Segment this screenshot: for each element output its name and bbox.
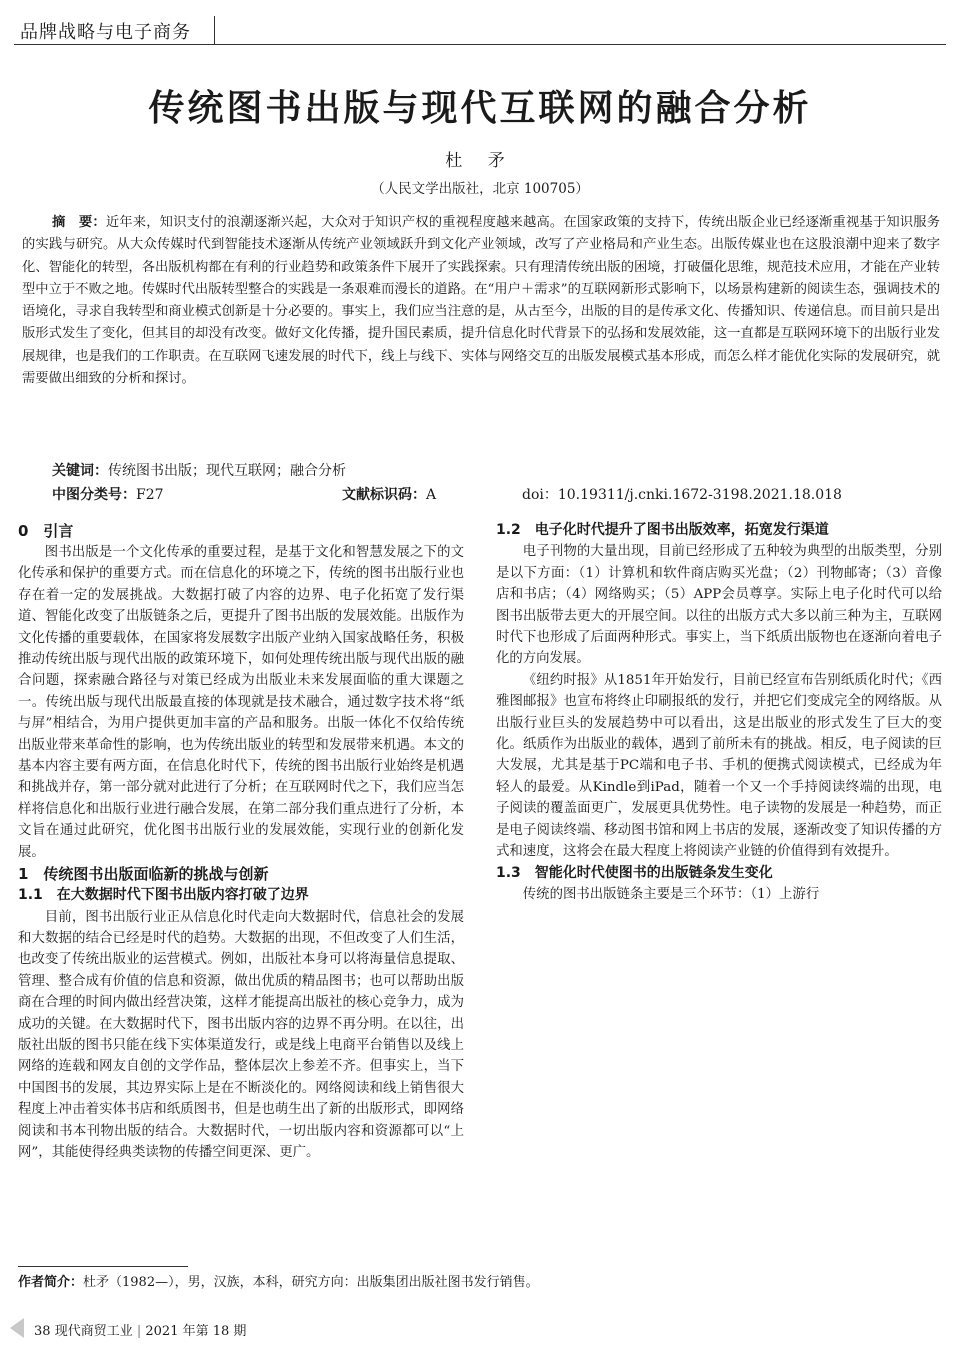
page-mark-icon [10,1318,24,1338]
journal-issue: 2021 年第 18 期 [145,1324,247,1339]
subsection-heading-1-3: 1.3 智能化时代使图书的出版链条发生变化 [496,864,773,881]
paragraph-1-1: 目前，图书出版行业正从信息化时代走向大数据时代，信息社会的发展和大数据的结合已经是时代的趋势。大数据的出现，不但改变了人们生活，也改变了传统出版业的运营模式。例如，出版社本身可以将海量信息提取、管理、整合成有价值的信息和资源，做出优质的精品图书；也可以帮助出版商在合理的时间内做出经营决策，这样才能提高出版社的核心竞争力，成为成功的关键。在大数据时代下，图书出版内容的边界不再分明。在以往，出版社出版的图书只能在线下实体渠道发行，或是线上电商平台销售以及线上网络的连载和网友自创的文学作品，整体层次上参差不齐。但事实上，当下中国图书的发展，其边界实际上是在不断淡化的。网络阅读和线上销售很大程度上冲击着实体书店和纸质图书，但是也萌生出了新的出版形式，即网络阅读和书本刊物出版的结合。大数据时代，一切出版内容和资源都可以“上网”，其能使得经典类读物的传播空间更深、更广。 [18,909,464,1160]
page-number: 38 [34,1324,51,1339]
clc-code [52,487,164,503]
paragraph-1-3: 传统的图书出版链条主要是三个环节：（1）上游行 [522,886,820,902]
abstract-text: 近年来，知识支付的浪潮逐渐兴起，大众对于知识产权的重视程度越来越高。在国家政策的支持下，传统出版企业已经逐渐重视基于知识服务的实践与研究。从大众传媒时代到智能技术逐渐从传统产业领域跃升到文化产业领域，改写了产业格局和产业生态。出版传媒业也在这股浪潮中迎来了数字化、智能化的转型，各出版机构都在有利的行业趋势和政策条件下展开了实践探索。只有理清传统出版的困境，打破僵化思维，规范技术应用，才能在产业转型中立于不败之地。传媒时代出版转型整合的实践是一条艰难而漫长的道路。在“用户＋需求”的互联网新形式影响下，以场景构建新的阅读生态，强调技术的语境化，寻求自我转型和商业模式创新是十分必要的。事实上，我们应当注意的是，从古至今，出版的目的是传承文化、传播知识、传递信息。而目前只是出版形式发生了变化，但其目的却没有改变。做好文化传播，提升国民素质，提升信息化时代背景下的弘扬和发展效能，这一直都是互联网环境下的出版行业发展规律，也是我们的工作职责。在互联网飞速发展的时代下，线上与线下、实体与网络交互的出版发展模式基本形成，而怎么样才能优化实际的发展研究，就需要做出细致的分析和探讨。 [22,215,940,387]
keywords-label: 关键词： [52,463,108,479]
clc-value: F27 [136,487,164,503]
keywords-text: 传统图书出版；现代互联网；融合分析 [108,463,346,479]
clc-label: 中图分类号： [52,487,136,503]
footer-separator: | [136,1324,142,1339]
doi: doi：10.19311/j.cnki.1672-3198.2021.18.018 [522,487,842,503]
footnote-rule [18,1266,188,1267]
paragraph-1-2-b: 《纽约时报》从1851年开始发行，目前已经宣布告别纸质化时代；《西雅图邮报》也宣布将终止印刷报纸的发行，并把它们变成完全的网络版。从出版行业巨头的发展趋势中可以看出，这是出版业的形式发生了巨大的变化。纸质作为出版业的载体，遇到了前所未有的挑战。相反，电子阅读的巨大发展，尤其是基于PC端和电子书、手机的便携式阅读模式，已经成为年轻人的最爱。从Kindle到iPad，随着一个又一个手持阅读终端的出现，电子阅读的覆盖面更广，发展更具优势性。电子读物的发展是一种趋势，而正是电子阅读终端、移动图书馆和网上书店的发展，逐渐改变了知识传播的方式和速度，这将会在最大程度上将阅读产业链的价值得到有效提升。 [496,672,942,860]
paragraph-1-2-a: 电子刊物的大量出现，目前已经形成了五种较为典型的出版类型，分别是以下方面：（1）计算机和软件商店购买光盘；（2）刊物邮寄；（3）音像店和书店；（4）网络购买；（5）APP会员尊享。实际上电子化时代可以给图书出版带去更大的开展空间。以往的出版方式大多以前三种为主，互联网时代下也形成了后面两种形式。事实上，当下纸质出版物也在逐渐向着电子化的方向发展。 [496,544,942,667]
article-author: 杜 矛 [445,151,515,171]
keywords [52,460,346,480]
classification-line [52,484,942,504]
author-affiliation: （人民文学出版社，北京 100705） [371,181,589,197]
body-column-left [18,520,464,1163]
section-heading-1: 1 传统图书出版面临新的挑战与创新 [18,865,269,884]
footnote-text: 杜矛（1982—），男，汉族，本科，研究方向：出版集团出版社图书发行销售。 [83,1275,539,1290]
abstract [22,212,940,390]
subsection-heading-1-2: 1.2 电子化时代提升了图书出版效率，拓宽发行渠道 [496,522,829,538]
document-code [342,484,436,504]
section-heading-0: 0 引言 [18,522,74,540]
author-footnote [18,1271,539,1290]
abstract-label: 摘 要： [52,215,106,230]
article-title: 传统图书出版与现代互联网的融合分析 [148,88,812,129]
body-column-right [496,520,942,905]
section-label: 品牌战略与电子商务 [20,22,191,43]
footnote-label: 作者简介： [18,1275,84,1290]
paragraph-intro: 图书出版是一个文化传承的重要过程，是基于文化和智慧发展之下的文化传承和保护的重要方式。而在信息化的环境之下，传统的图书出版行业也存在着一定的发展挑战。大数据打破了内容的边界、电子化拓宽了发行渠道、智能化改变了出版链条之后，更提升了图书出版的发展效能。出版作为文化传播的重要载体，在国家将发展数字出版产业纳入国家战略任务，积极推动传统出版与现代出版的政策环境下，如何处理传统出版与现代出版的融合问题，探索融合路径与对策已经成为出版业未来发展面临的重大课题之一。传统出版与现代出版最直接的体现就是技术融合，通过数字技术将“纸与屏”相结合，为用户提供更加丰富的产品和服务。出版一体化不仅给传统出版业带来革命性的影响，也为传统出版业的转型和发展带来机遇。本文的基本内容主要有两方面，在信息化时代下，传统的图书出版行业始终是机遇和挑战并存，第一部分就对此进行了分析；在互联网时代之下，我们应当怎样将信息化和出版行业进行融合发展，在第二部分我们重点进行了分析，本文旨在通过此研究，优化图书出版行业的发展效能，实现行业的创新化发展。 [18,545,464,860]
journal-name: 现代商贸工业 [54,1324,133,1339]
doc-value: A [426,487,437,503]
doc-label: 文献标识码： [342,487,426,503]
subsection-heading-1-1: 1.1 在大数据时代下图书出版内容打破了边界 [18,887,309,904]
header-rule [14,44,946,45]
page-footer [34,1320,246,1339]
